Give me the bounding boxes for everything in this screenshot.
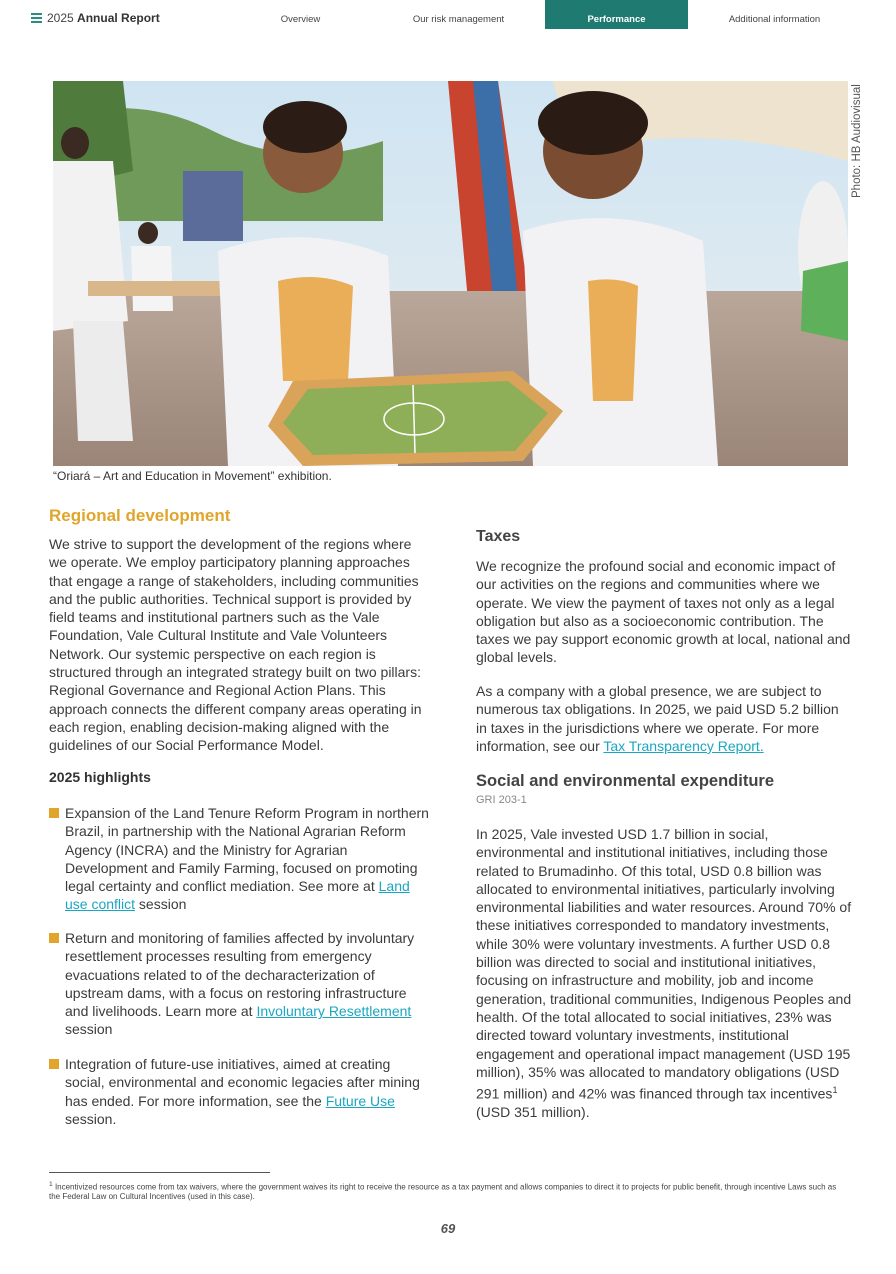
top-navigation-bar [0,0,896,30]
bullet-square-icon [49,933,59,943]
future-use-link[interactable]: Future Use [325,1092,395,1109]
brand-title: Annual Report [77,11,160,25]
tax-transparency-report-link[interactable]: Tax Transparency Report. [603,737,764,754]
photo-caption: “Oriará – Art and Education in Movement” exhibition. [53,469,332,483]
highlights-heading: 2025 highlights [49,769,151,785]
taxes-heading: Taxes [476,528,521,545]
involuntary-resettlement-link[interactable]: Involuntary Resettlement [256,1003,412,1020]
land-use-conflict-link[interactable]: Land use conflict [65,878,410,913]
footnote: $^1$ Incentivized resources come from tax waivers, where the government waives its right to receive the resource as a tax payment and allows companies to direct it to projects for public benefit, through incentive Laws such as the Federal Law on Cultural Incentives (used in this case). [49,1181,837,1202]
social-environmental-paragraph: In 2025, Vale invested USD 1.7 billion in social, environmental and institutional initiatives, including those related to Brumadinho. Of this total, USD 0.8 billion was allocated to environmental initiatives, particularly involving environmental liabilities and water resources. Around 70% of these initiatives corresponded to mandatory investments, while 30% were voluntary investments. A further USD 0.8 billion was directed to social and institutional initiatives, focusing on infrastructure and mobility, job and income generation, traditional communities, Indigenous Peoples and health. Of the total allocated to social initiatives, 23% was directed toward voluntary investments, institutional engagement and operational impact management (USD 195 million), 35% was allocated to mandatory obligations (USD 291 million) and 42% was financed through tax incentives$^1$ (USD 351 million). [476,826,852,1121]
bullet-square-icon [49,1059,59,1069]
taxes-paragraph-1: We recognize the profound social and economic impact of our activities on the regions and communities where we operate. We view the payment of taxes not only as a legal obligation but also as a socioeconomic contribution. The taxes we pay support economic growth at local, national and global levels. [476,558,851,666]
highlight-text: Expansion of the Land Tenure Reform Program in northern Brazil, in partnership with the National Agrarian Reform Agency (INCRA) and the Ministry for Agrarian Development and Family Farming, focused on promoting legal certainty and conflict mediation. See more at Land use conflict session [65,805,429,913]
tab-overview[interactable]: Overview [280,14,321,25]
footnote-marker: 1 [832,1085,838,1096]
page-number: 69 [440,1221,456,1236]
regional-development-heading: Regional development [49,506,231,525]
report-brand[interactable] [47,11,160,25]
taxes-paragraph-2: As a company with a global presence, we are subject to numerous tax obligations. In 2025, we paid USD 5.2 billion in taxes in the jurisdictions where we operate. For more information, see our Tax Transparency Report. [476,683,839,754]
exhibition-photo [53,81,848,466]
regional-development-paragraph: We strive to support the development of the regions where we operate. We employ participatory planning approaches that engage a range of stakeholders, including communities and the public authorities. Technical support is provided by field teams and institutional partners such as the Vale Foundation, Vale Cultural Institute and Vale Volunteers Network. Our systemic perspective on each region is structured through an integrated strategy built on two pillars: Regional Governance and Regional Action Plans. This approach connects the different company areas operating in each region, enabling decision-making aligned with the guidelines of our Social Performance Model. [49,536,422,754]
bullet-square-icon [49,808,59,818]
tab-risk-management[interactable]: Our risk management [412,14,505,25]
highlight-text: Return and monitoring of families affected by involuntary resettlement processes resulting from emergency evacuations related to of the decharacterization of upstream dams, with a focus on restoring infrastructure and livelihoods. Learn more at Involuntary Resettlement session [65,930,415,1038]
hamburger-menu-icon[interactable] [31,13,42,23]
brand-year: 2025 [47,11,74,25]
highlight-text: Integration of future-use initiatives, aimed at creating social, environmental and economic legacies after mining has ended. For more information, see the Future Use session. [65,1056,420,1127]
social-environmental-heading: Social and environmental expenditure [476,772,774,790]
gri-reference: GRI 203-1 [476,794,527,806]
footnote-divider [49,1172,270,1173]
tab-performance[interactable]: Performance [545,0,688,29]
photo-credit: Photo: HB Audiovisual [851,84,863,198]
tab-additional-information[interactable]: Additional information [728,14,821,25]
